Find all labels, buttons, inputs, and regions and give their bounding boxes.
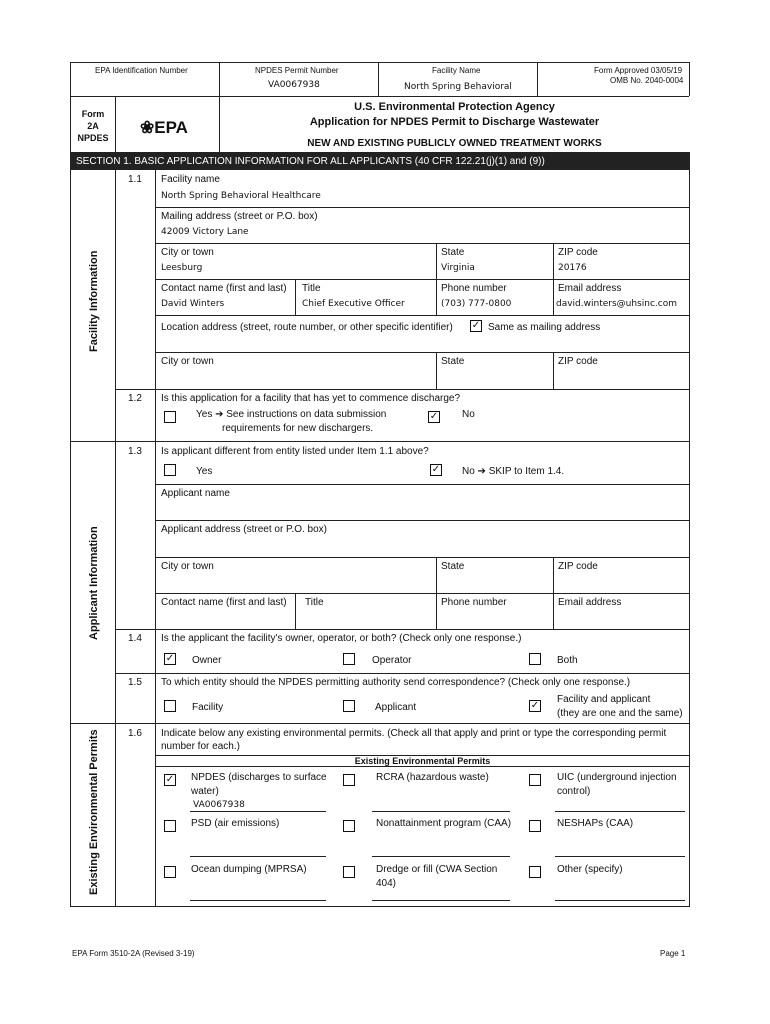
applicant-different-yes-checkbox[interactable] [164,464,176,476]
other-label: Other (specify) [557,864,623,875]
applicant-name-label: Applicant name [161,488,230,499]
applicant-title-label: Title [305,597,324,608]
agency-name: U.S. Environmental Protection Agency [354,101,555,113]
same-as-mailing-checkbox[interactable]: ✓ [471,320,481,331]
title-label: Title [302,283,321,294]
correspondence-question: To which entity should the NPDES permitting authority send correspondence? (Check only one response.) [161,677,631,688]
facility-name-field-label: Facility name [161,174,220,185]
ocean-dumping-label: Ocean dumping (MPRSA) [191,864,307,875]
state-label: State [441,247,465,258]
dredge-fill-checkbox[interactable] [343,866,355,878]
item-number: 1.5 [128,677,142,688]
applicant-different-no-label: No ➔ SKIP to Item 1.4. [462,466,565,477]
rcra-label: RCRA (hazardous waste) [376,772,489,783]
epa-logo: ❀EPA [140,118,188,137]
applicant-state-label: State [441,561,465,572]
uic-label-2: control) [557,786,591,797]
contact-name-label: Contact name (first and last) [161,283,287,294]
item-number: 1.4 [128,633,142,644]
permit-number-value: VA0067938 [268,80,320,90]
new-discharger-question: Is this application for a facility that has yet to commence discharge? [161,393,461,404]
epa-seal-icon: ❀ [140,118,155,137]
epa-id-label: EPA Identification Number [95,66,188,75]
section-title: SECTION 1. BASIC APPLICATION INFORMATION FOR ALL APPLICANTS (40 CFR 122.21(j)(1) and (9)) [76,156,545,167]
npdes-permit-field[interactable]: VA0067938 [193,800,245,810]
operator-label: Operator [372,655,412,666]
title-field[interactable]: Chief Executive Officer [302,299,405,309]
permits-question: Indicate below any existing environmental permits. (Check all that apply and print or type the corresponding permit [161,728,667,739]
page-number: Page 1 [660,949,686,958]
applicant-different-yes-label: Yes [196,466,213,477]
correspondence-facility-label: Facility [192,702,224,713]
ocean-dumping-checkbox[interactable] [164,866,176,878]
owner-operator-question: Is the applicant the facility's owner, operator, or both? (Check only one response.) [161,633,522,644]
zip-field[interactable]: 20176 [558,263,587,273]
email-field[interactable]: david.winters@uhsinc.com [556,299,677,309]
permits-question-2: number for each.) [161,741,240,752]
permit-number-label: NPDES Permit Number [255,66,339,75]
location-address-label: Location address (street, route number, or other specific identifier) [161,322,453,333]
other-checkbox[interactable] [529,866,541,878]
new-discharger-yes-label-2: requirements for new dischargers. [222,423,374,434]
side-label-permits: Existing Environmental Permits [88,729,100,895]
correspondence-both-checkbox[interactable]: ✓ [530,700,540,711]
both-checkbox[interactable] [529,653,541,665]
city-field[interactable]: Leesburg [161,263,203,273]
mailing-address-field[interactable]: 42009 Victory Lane [161,227,249,237]
applicant-city-label: City or town [161,561,214,572]
npdes-label-2: water) [191,786,219,797]
uic-label: UIC (underground injection [557,772,677,783]
applicant-different-no-checkbox[interactable]: ✓ [431,464,441,475]
correspondence-facility-checkbox[interactable] [164,700,176,712]
item-number: 1.6 [128,728,142,739]
operator-checkbox[interactable] [343,653,355,665]
application-title: Application for NPDES Permit to Discharge Wastewater [309,116,600,128]
same-as-mailing-label: Same as mailing address [488,322,601,333]
applicant-phone-label: Phone number [441,597,507,608]
dredge-fill-label: Dredge or fill (CWA Section [376,864,498,875]
phone-label: Phone number [441,283,507,294]
both-label: Both [557,655,578,666]
owner-checkbox[interactable]: ✓ [165,653,175,664]
correspondence-applicant-label: Applicant [375,702,417,713]
item-number: 1.2 [128,393,142,404]
new-discharger-yes-checkbox[interactable] [164,411,176,423]
city-label: City or town [161,247,214,258]
phone-field[interactable]: (703) 777-0800 [441,299,512,309]
form-number: EPA Form 3510-2A (Revised 3-19) [72,949,195,958]
applicant-email-label: Email address [558,597,622,608]
npdes-label: NPDES (discharges to surface [191,772,327,783]
correspondence-both-label-2: (they are one and the same) [557,708,683,719]
mailing-address-label: Mailing address (street or P.O. box) [161,211,318,222]
applicant-different-question: Is applicant different from entity listed under Item 1.1 above? [161,446,429,457]
facility-name-value: North Spring Behavioral [404,82,512,92]
email-label: Email address [558,283,622,294]
new-discharger-no-checkbox[interactable]: ✓ [429,411,439,422]
item-number: 1.3 [128,446,142,457]
side-label-applicant: Applicant Information [88,526,100,640]
form-approved: Form Approved 03/05/19 [594,66,683,75]
section-title-bar [70,152,690,170]
uic-checkbox[interactable] [529,774,541,786]
facility-name-field[interactable]: North Spring Behavioral Healthcare [161,191,321,201]
rcra-checkbox[interactable] [343,774,355,786]
new-discharger-no-label: No [462,409,475,420]
applicant-zip-label: ZIP code [558,561,598,572]
psd-checkbox[interactable] [164,820,176,832]
permits-table-header: Existing Environmental Permits [354,756,491,766]
omb-number: OMB No. 2040-0004 [610,76,684,85]
psd-label: PSD (air emissions) [191,818,280,829]
state2-label: State [441,356,465,367]
applicant-contact-label: Contact name (first and last) [161,597,287,608]
city2-label: City or town [161,356,214,367]
contact-name-field[interactable]: David Winters [161,299,225,309]
zip2-label: ZIP code [558,356,598,367]
neshaps-label: NESHAPs (CAA) [557,818,634,829]
state-field[interactable]: Virginia [441,263,475,273]
zip-label: ZIP code [558,247,598,258]
new-discharger-yes-label: Yes ➔ See instructions on data submission [196,409,387,420]
form-subtitle: NEW AND EXISTING PUBLICLY OWNED TREATMENT WORKS [307,138,602,149]
npdes-checkbox[interactable]: ✓ [165,774,175,785]
dredge-fill-label-2: 404) [376,878,397,889]
side-label-facility: Facility Information [88,250,100,352]
nonattainment-label: Nonattainment program (CAA) [376,818,512,829]
nonattainment-checkbox[interactable] [343,820,355,832]
facility-name-label: Facility Name [432,66,481,75]
correspondence-both-label: Facility and applicant [557,694,651,705]
form-id: Form 2A NPDES [77,109,109,143]
neshaps-checkbox[interactable] [529,820,541,832]
correspondence-applicant-checkbox[interactable] [343,700,355,712]
owner-label: Owner [192,655,222,666]
item-number: 1.1 [128,174,142,185]
applicant-address-label: Applicant address (street or P.O. box) [161,524,328,535]
